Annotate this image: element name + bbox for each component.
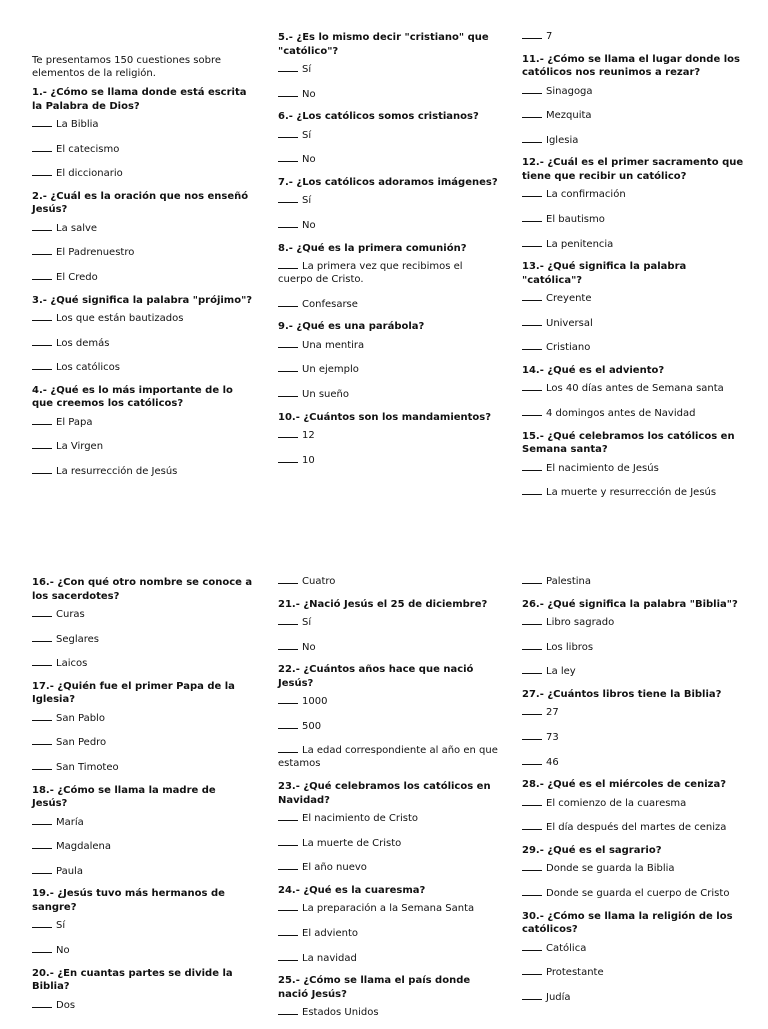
answer-option-label: Sí — [302, 617, 312, 629]
question-text: 22.- ¿Cuántos años hace que nació Jesús? — [278, 664, 474, 689]
answer-option-label: Un ejemplo — [302, 364, 359, 376]
answer-blank-line[interactable] — [32, 463, 52, 474]
answer-option — [32, 165, 254, 180]
answer-option-label: Los demás — [56, 337, 110, 349]
column-3 — [522, 573, 744, 1013]
answer-option-label: El nacimiento de Jesús — [546, 462, 659, 474]
answer-blank-line[interactable] — [278, 742, 298, 753]
answer-option-label: La muerte de Cristo — [302, 837, 402, 849]
answer-blank-line[interactable] — [32, 310, 52, 321]
answer-option-label: Los católicos — [56, 362, 120, 374]
answer-option-label: Protestante — [546, 967, 604, 979]
answer-option-label: Los que están bautizados — [56, 313, 184, 325]
answer-option — [522, 236, 744, 251]
answer-option — [32, 116, 254, 131]
answer-blank-line[interactable] — [522, 704, 542, 715]
answer-option — [32, 863, 254, 878]
answer-blank-line[interactable] — [278, 337, 298, 348]
answer-option-label: Estados Unidos — [302, 1007, 379, 1019]
answer-blank-line[interactable] — [522, 460, 542, 471]
question-text: 16.- ¿Con qué otro nombre se conoce a los sacerdotes? — [32, 577, 253, 602]
answer-option-label: 27 — [546, 707, 559, 719]
answer-option — [522, 989, 744, 1004]
answer-option — [278, 835, 500, 850]
answer-option — [522, 132, 744, 147]
answer-option — [278, 337, 500, 352]
answer-blank-line[interactable] — [278, 258, 298, 269]
answer-blank-line[interactable] — [32, 838, 52, 849]
answer-option-label: El adviento — [302, 927, 358, 939]
answer-option-label: Curas — [56, 609, 85, 620]
answer-option — [522, 614, 744, 629]
answer-option — [278, 86, 500, 101]
question-text: 2.- ¿Cuál es la oración que nos enseñó Jesús? — [32, 190, 249, 216]
answer-blank-line[interactable] — [278, 192, 298, 203]
answer-option — [278, 296, 500, 311]
answer-option-label: La muerte y resurrección de Jesús — [546, 487, 717, 499]
answer-blank-line[interactable] — [32, 141, 52, 152]
answer-blank-line[interactable] — [522, 290, 542, 301]
question-text: 7.- ¿Los católicos adoramos imágenes? — [278, 176, 498, 188]
answer-option — [32, 141, 254, 156]
question-text: 9.- ¿Qué es una parábola? — [278, 321, 425, 333]
answer-blank-line[interactable] — [32, 359, 52, 370]
answer-option — [522, 339, 744, 354]
answer-blank-line[interactable] — [32, 997, 52, 1008]
answer-option — [32, 997, 254, 1012]
answer-option — [32, 438, 254, 453]
answer-option — [278, 61, 500, 76]
answer-option — [32, 631, 254, 646]
answer-option-label: Creyente — [546, 293, 592, 305]
answer-option — [522, 795, 744, 810]
answer-option-label: Un sueño — [302, 388, 349, 400]
answer-option-label: La confirmación — [546, 189, 626, 201]
answer-option — [522, 211, 744, 226]
question-text: 6.- ¿Los católicos somos cristianos? — [278, 111, 479, 123]
question-text: 27.- ¿Cuántos libros tiene la Biblia? — [522, 688, 722, 700]
answer-option-label: Palestina — [546, 576, 592, 587]
answer-option — [32, 335, 254, 350]
answer-blank-line[interactable] — [278, 452, 298, 463]
answer-blank-line[interactable] — [278, 573, 298, 584]
answer-option — [522, 484, 744, 499]
answer-blank-line[interactable] — [522, 885, 542, 896]
answer-blank-line[interactable] — [522, 339, 542, 350]
answer-option-label: San Pablo — [56, 712, 105, 724]
answer-option — [278, 386, 500, 401]
answer-blank-line[interactable] — [278, 386, 298, 397]
answer-blank-line[interactable] — [522, 132, 542, 143]
answer-option-label: 46 — [546, 756, 559, 768]
answer-option — [278, 192, 500, 207]
answer-blank-line[interactable] — [522, 964, 542, 975]
answer-blank-line[interactable] — [32, 710, 52, 721]
answer-option-label: Sí — [302, 129, 312, 141]
answer-blank-line[interactable] — [278, 151, 298, 162]
answer-option-label: El Credo — [56, 271, 98, 283]
answer-blank-line[interactable] — [522, 28, 542, 39]
answer-blank-line[interactable] — [278, 810, 298, 821]
intro-text: Te presentamos 150 cuestiones sobre elementos de la religión. — [32, 55, 222, 79]
answer-option-label: Libro sagrado — [546, 617, 615, 629]
answer-blank-line[interactable] — [32, 165, 52, 176]
answer-option-label: No — [302, 219, 316, 231]
answer-option — [32, 917, 254, 932]
answer-option — [522, 405, 744, 420]
answer-option — [278, 151, 500, 166]
answer-option-label: Cuatro — [302, 576, 336, 587]
answer-option — [278, 639, 500, 654]
answer-option — [32, 814, 254, 829]
answer-option-label: San Pedro — [56, 737, 107, 749]
column-2 — [278, 28, 500, 476]
question-text: 10.- ¿Cuántos son los mandamientos? — [278, 411, 492, 423]
answer-option-label: María — [56, 816, 84, 828]
answer-option-label: No — [302, 641, 316, 653]
answer-option — [278, 361, 500, 376]
answer-option-label: El Padrenuestro — [56, 247, 135, 259]
answer-blank-line[interactable] — [278, 900, 298, 911]
answer-option — [278, 693, 500, 708]
question-text: 11.- ¿Cómo se llama el lugar donde los católicos nos reunimos a rezar? — [522, 53, 740, 79]
answer-option — [32, 359, 254, 374]
answer-blank-line[interactable] — [522, 186, 542, 197]
answer-option — [278, 950, 500, 965]
answer-option — [278, 614, 500, 629]
answer-option-label: Judía — [546, 991, 571, 1003]
question-text: 4.- ¿Qué es lo más importante de lo que creemos los católicos? — [32, 384, 233, 410]
question-text: 1.- ¿Cómo se llama donde está escrita la Palabra de Dios? — [32, 87, 247, 112]
answer-option — [278, 452, 500, 467]
answer-option — [32, 655, 254, 670]
answer-blank-line[interactable] — [522, 860, 542, 871]
answer-option-label: La penitencia — [546, 238, 614, 250]
answer-blank-line[interactable] — [32, 116, 52, 127]
answer-option — [522, 380, 744, 395]
answer-option-label: La salve — [56, 222, 98, 234]
answer-option — [278, 718, 500, 733]
answer-option — [278, 810, 500, 825]
answer-option — [522, 83, 744, 98]
question-text: 5.- ¿Es lo mismo decir "cristiano" que "católico"? — [278, 32, 489, 57]
answer-option-label: El bautismo — [546, 213, 605, 225]
question-text: 24.- ¿Qué es la cuaresma? — [278, 884, 426, 896]
answer-option — [278, 859, 500, 874]
answer-option-label: Paula — [56, 865, 83, 877]
question-text: 12.- ¿Cuál es el primer sacramento que tiene que recibir un católico? — [522, 157, 744, 182]
answer-blank-line[interactable] — [522, 819, 542, 830]
question-text: 19.- ¿Jesús tuvo más hermanos de sangre? — [32, 888, 225, 913]
answer-option — [32, 838, 254, 853]
answer-option-label: La navidad — [302, 952, 357, 964]
answer-option — [32, 759, 254, 774]
question-text: 28.- ¿Qué es el miércoles de ceniza? — [522, 779, 726, 791]
answer-option — [278, 427, 500, 442]
question-text: 21.- ¿Nació Jesús el 25 de diciembre? — [278, 598, 488, 610]
answer-option — [278, 258, 500, 286]
answer-option — [278, 573, 500, 588]
answer-option-label: Los 40 días antes de Semana santa — [546, 383, 724, 395]
answer-option — [522, 940, 744, 955]
answer-option — [522, 885, 744, 900]
answer-blank-line[interactable] — [32, 606, 52, 617]
question-text: 25.- ¿Cómo se llama el país donde nació Jesús? — [278, 975, 471, 1000]
answer-blank-line[interactable] — [522, 614, 542, 625]
answer-option — [32, 220, 254, 235]
answer-blank-line[interactable] — [522, 663, 542, 674]
answer-blank-line[interactable] — [522, 729, 542, 740]
answer-blank-line[interactable] — [278, 217, 298, 228]
answer-option-label: La Biblia — [56, 119, 99, 130]
answer-option — [278, 742, 500, 770]
answer-option — [522, 639, 744, 654]
answer-option-label: 10 — [302, 454, 315, 466]
answer-blank-line[interactable] — [522, 795, 542, 806]
answer-blank-line[interactable] — [522, 484, 542, 495]
answer-blank-line[interactable] — [278, 718, 298, 729]
question-text: 18.- ¿Cómo se llama la madre de Jesús? — [32, 784, 216, 810]
question-text: 13.- ¿Qué significa la palabra "católica"? — [522, 261, 687, 286]
question-text: 30.- ¿Cómo se llama la religión de los católicos? — [522, 910, 733, 936]
answer-option-label: San Timoteo — [56, 761, 119, 773]
answer-option — [32, 269, 254, 284]
answer-option — [278, 127, 500, 142]
answer-option — [522, 28, 744, 43]
column-1 — [32, 28, 254, 488]
question-text: 15.- ¿Qué celebramos los católicos en Semana santa? — [522, 430, 735, 456]
answer-blank-line[interactable] — [278, 427, 298, 438]
answer-option-label: No — [302, 88, 316, 100]
answer-option-label: El Papa — [56, 416, 93, 428]
answer-option — [32, 606, 254, 621]
answer-option-label: La preparación a la Semana Santa — [302, 903, 475, 915]
answer-option-label: Donde se guarda el cuerpo de Cristo — [546, 887, 730, 899]
answer-blank-line[interactable] — [32, 942, 52, 953]
column-1 — [32, 573, 254, 1021]
answer-option — [522, 573, 744, 588]
answer-blank-line[interactable] — [278, 127, 298, 138]
answer-option-label: Donde se guarda la Biblia — [546, 863, 675, 875]
answer-blank-line[interactable] — [522, 211, 542, 222]
answer-option-label: Cristiano — [546, 342, 591, 354]
answer-option — [522, 819, 744, 834]
answer-blank-line[interactable] — [522, 989, 542, 1000]
answer-blank-line[interactable] — [32, 335, 52, 346]
answer-option-label: La ley — [546, 666, 576, 678]
answer-option — [32, 734, 254, 749]
answer-blank-line[interactable] — [32, 917, 52, 928]
question-text: 8.- ¿Qué es la primera comunión? — [278, 242, 467, 254]
answer-blank-line[interactable] — [278, 639, 298, 650]
answer-blank-line[interactable] — [32, 244, 52, 255]
answer-blank-line[interactable] — [278, 361, 298, 372]
answer-option — [522, 186, 744, 201]
answer-option — [522, 107, 744, 122]
answer-blank-line[interactable] — [278, 86, 298, 97]
answer-option-label: Magdalena — [56, 841, 111, 853]
page-bottom-section — [0, 573, 768, 1024]
answer-blank-line[interactable] — [522, 573, 542, 584]
answer-blank-line[interactable] — [32, 631, 52, 642]
answer-option-label: La Virgen — [56, 441, 104, 453]
answer-option — [522, 315, 744, 330]
answer-option-label: 500 — [302, 720, 322, 732]
answer-option-label: El diccionario — [56, 168, 123, 180]
answer-option — [522, 460, 744, 475]
answer-blank-line[interactable] — [32, 220, 52, 231]
answer-blank-line[interactable] — [278, 693, 298, 704]
question-text: 26.- ¿Qué significa la palabra "Biblia"? — [522, 598, 738, 610]
answer-option-label: El año nuevo — [302, 862, 367, 874]
answer-option — [278, 925, 500, 940]
answer-option-label: No — [56, 944, 70, 956]
column-3 — [522, 28, 744, 509]
answer-option-label: 73 — [546, 731, 559, 743]
answer-blank-line[interactable] — [32, 759, 52, 770]
answer-option-label: Laicos — [56, 658, 88, 670]
answer-option — [32, 942, 254, 957]
answer-option-label: No — [302, 154, 316, 166]
answer-option-label: Dos — [56, 999, 76, 1011]
answer-blank-line[interactable] — [278, 61, 298, 72]
answer-blank-line[interactable] — [522, 405, 542, 416]
answer-blank-line[interactable] — [522, 315, 542, 326]
answer-blank-line[interactable] — [278, 296, 298, 307]
answer-option-label: Católica — [546, 942, 587, 954]
answer-blank-line[interactable] — [32, 863, 52, 874]
answer-blank-line[interactable] — [278, 925, 298, 936]
answer-option — [32, 244, 254, 259]
answer-option — [522, 729, 744, 744]
answer-option-label: El día después del martes de ceniza — [546, 822, 727, 834]
page-top-section — [0, 28, 768, 528]
answer-blank-line[interactable] — [522, 754, 542, 765]
answer-option — [32, 463, 254, 478]
answer-option-label: Los libros — [546, 641, 594, 653]
answer-option-label: 4 domingos antes de Navidad — [546, 408, 696, 420]
answer-option — [522, 860, 744, 875]
answer-option-label: La primera vez que recibimos el cuerpo de Cristo. — [278, 261, 463, 286]
answer-blank-line[interactable] — [522, 639, 542, 650]
question-text: 20.- ¿En cuantas partes se divide la Biblia? — [32, 967, 233, 993]
answer-option-label: El comienzo de la cuaresma — [546, 797, 687, 809]
answer-blank-line[interactable] — [278, 859, 298, 870]
column-2 — [278, 573, 500, 1029]
answer-option — [278, 217, 500, 232]
answer-option-label: Sí — [302, 64, 312, 75]
answer-blank-line[interactable] — [278, 1004, 298, 1015]
answer-option — [32, 310, 254, 325]
answer-option — [32, 414, 254, 429]
answer-option — [522, 290, 744, 305]
answer-option — [32, 710, 254, 725]
answer-option-label: La edad correspondiente al año en que estamos — [278, 745, 498, 770]
answer-blank-line[interactable] — [522, 236, 542, 247]
question-text: 14.- ¿Qué es el adviento? — [522, 364, 665, 376]
answer-blank-line[interactable] — [32, 438, 52, 449]
answer-blank-line[interactable] — [32, 269, 52, 280]
question-text: 23.- ¿Qué celebramos los católicos en Navidad? — [278, 781, 491, 806]
answer-option — [278, 900, 500, 915]
answer-option-label: El catecismo — [56, 143, 120, 155]
answer-option — [522, 704, 744, 719]
answer-option-label: 1000 — [302, 696, 328, 708]
answer-blank-line[interactable] — [278, 950, 298, 961]
answer-option — [522, 754, 744, 769]
answer-option-label: Una mentira — [302, 339, 365, 351]
answer-blank-line[interactable] — [522, 940, 542, 951]
answer-blank-line[interactable] — [522, 83, 542, 94]
answer-option-label: El nacimiento de Cristo — [302, 813, 419, 825]
answer-option-label: La resurrección de Jesús — [56, 466, 178, 478]
answer-blank-line[interactable] — [278, 614, 298, 625]
answer-option — [522, 964, 744, 979]
answer-blank-line[interactable] — [522, 380, 542, 391]
answer-option-label: 7 — [546, 31, 553, 42]
answer-option-label: 12 — [302, 430, 315, 442]
answer-option — [278, 1004, 500, 1019]
answer-blank-line[interactable] — [32, 414, 52, 425]
answer-blank-line[interactable] — [278, 835, 298, 846]
answer-option-label: Confesarse — [302, 298, 358, 310]
answer-option — [522, 663, 744, 678]
answer-blank-line[interactable] — [522, 107, 542, 118]
question-text: 3.- ¿Qué significa la palabra "prójimo"? — [32, 294, 253, 306]
answer-option-label: Sinagoga — [546, 85, 593, 97]
question-text: 29.- ¿Qué es el sagrario? — [522, 844, 662, 856]
answer-option-label: Universal — [546, 317, 593, 329]
answer-option-label: Sí — [302, 195, 312, 207]
question-text: 17.- ¿Quién fue el primer Papa de la Iglesia? — [32, 680, 235, 706]
answer-option-label: Sí — [56, 920, 66, 932]
answer-blank-line[interactable] — [32, 655, 52, 666]
answer-blank-line[interactable] — [32, 734, 52, 745]
answer-blank-line[interactable] — [32, 814, 52, 825]
answer-option-label: Seglares — [56, 633, 100, 645]
answer-option-label: Iglesia — [546, 134, 579, 146]
answer-option-label: Mezquita — [546, 110, 592, 122]
